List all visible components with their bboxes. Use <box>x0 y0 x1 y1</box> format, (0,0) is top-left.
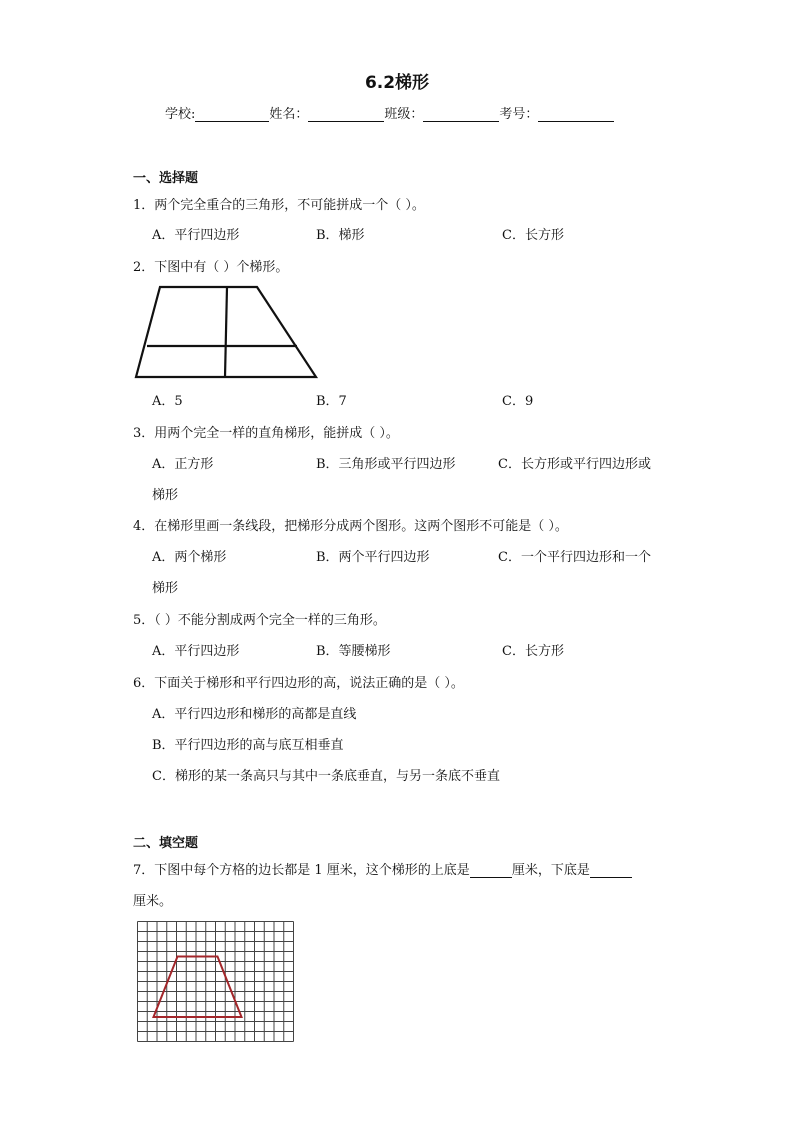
q1-stem: 1．两个完全重合的三角形，不可能拼成一个（ ）。 <box>133 198 425 213</box>
q6-option-a[interactable]: A．平行四边形和梯形的高都是直线 <box>152 707 357 722</box>
q3-option-b[interactable]: B．三角形或平行四边形 <box>316 457 456 472</box>
name-label: 姓名： <box>269 107 309 122</box>
q7-grid <box>138 922 294 1042</box>
q6-option-c[interactable]: C．梯形的某一条高只与其中一条底垂直，与另一条底不垂直 <box>152 769 500 784</box>
q2-option-a[interactable]: A．5 <box>152 394 183 409</box>
q4-option-c[interactable]: C．一个平行四边形和一个 <box>498 550 651 565</box>
q7-stem-part1: 7．下图中每个方格的边长都是 1 厘米，这个梯形的上底是 <box>133 863 470 878</box>
q7-top-base-blank[interactable] <box>470 863 512 878</box>
q2-vertical-divider <box>225 287 227 377</box>
name-blank[interactable] <box>308 107 384 122</box>
school-label: 学校: <box>165 107 196 122</box>
section-fill-heading: 二、填空题 <box>133 836 199 851</box>
q5-option-b[interactable]: B．等腰梯形 <box>316 644 391 659</box>
q2-option-c[interactable]: C．9 <box>502 394 534 409</box>
exam-no-label: 考号： <box>499 107 539 122</box>
q5-stem: 5．（ ）不能分割成两个完全一样的三角形。 <box>133 613 386 628</box>
q5-option-c[interactable]: C．长方形 <box>502 644 564 659</box>
q3-option-a[interactable]: A．正方形 <box>152 457 214 472</box>
q4-option-b[interactable]: B．两个平行四边形 <box>316 550 430 565</box>
q3-option-c[interactable]: C．长方形或平行四边形或 <box>498 457 651 472</box>
q7-bottom-base-blank[interactable] <box>590 863 632 878</box>
q4-stem: 4．在梯形里画一条线段，把梯形分成两个图形。这两个图形不可能是（ ）。 <box>133 519 568 534</box>
q1-option-a[interactable]: A．平行四边形 <box>152 228 240 243</box>
q2-option-b[interactable]: B．7 <box>316 394 347 409</box>
section-choice-heading: 一、选择题 <box>133 171 199 186</box>
class-label: 班级： <box>384 107 424 122</box>
q7-stem <box>133 859 632 878</box>
q7-stem-part2: 厘米，下底是 <box>511 863 590 878</box>
q2-trapezoid-figure <box>133 284 321 382</box>
q3-stem: 3．用两个完全一样的直角梯形，能拼成（ ）。 <box>133 426 399 441</box>
class-blank[interactable] <box>423 107 499 122</box>
q7-grid-figure <box>137 921 297 1049</box>
q4-option-c-continued: 梯形 <box>152 581 179 596</box>
q4-option-a[interactable]: A．两个梯形 <box>152 550 227 565</box>
q1-option-c[interactable]: C．长方形 <box>502 228 564 243</box>
school-blank[interactable] <box>195 107 269 122</box>
q1-option-b[interactable]: B．梯形 <box>316 228 365 243</box>
q2-stem: 2．下图中有（ ）个梯形。 <box>133 260 289 275</box>
q6-stem: 6．下面关于梯形和平行四边形的高，说法正确的是（ ）。 <box>133 676 464 691</box>
q5-option-a[interactable]: A．平行四边形 <box>152 644 240 659</box>
q7-stem-continued: 厘米。 <box>133 894 173 909</box>
q6-option-b[interactable]: B．平行四边形的高与底互相垂直 <box>152 738 344 753</box>
page-title: 6.2梯形 <box>364 73 430 93</box>
exam-no-blank[interactable] <box>538 107 614 122</box>
student-info-line <box>165 103 614 122</box>
q3-option-c-continued: 梯形 <box>152 488 179 503</box>
